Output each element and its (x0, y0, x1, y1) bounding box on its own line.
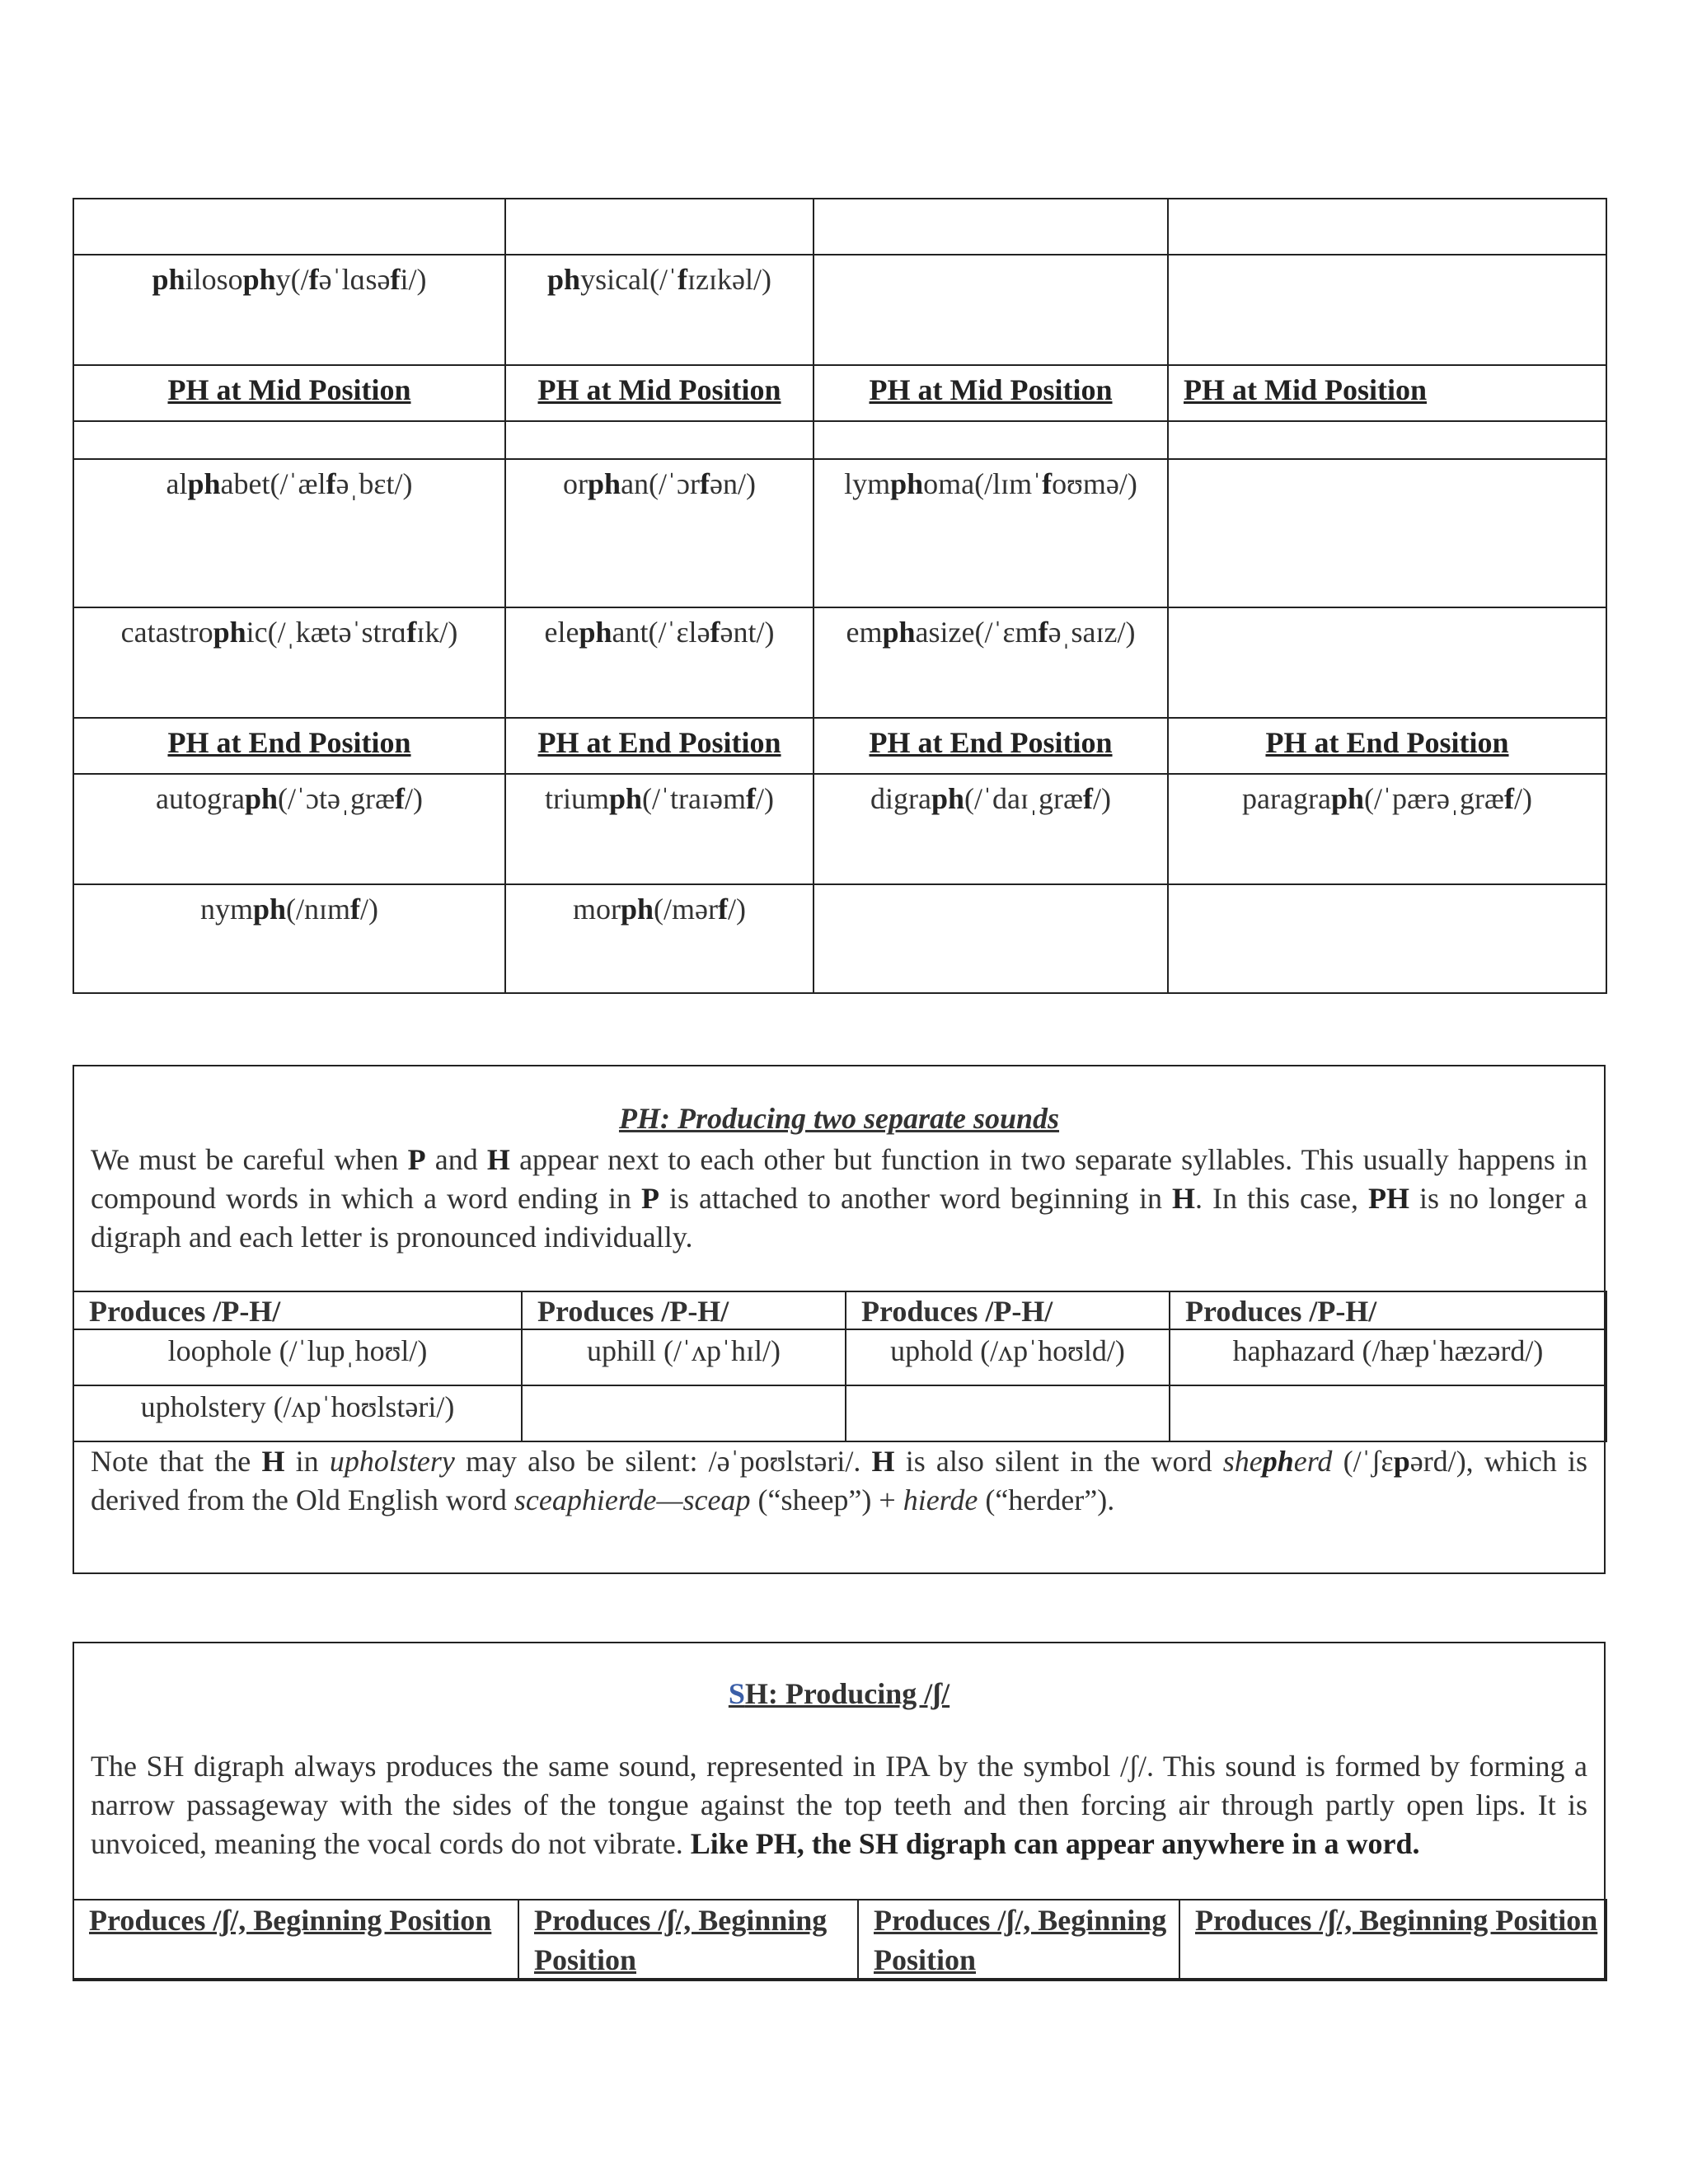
table-row (73, 884, 1606, 993)
emphasized-text: f (1503, 782, 1514, 815)
table-cell (1168, 459, 1606, 607)
text-run: abet(/ˈæl (220, 467, 326, 500)
produces-sh-header: Produces /ʃ/, Beginning Position (518, 1900, 858, 1980)
word-entry: uphill (/ˈʌpˈhɪl/) (522, 1329, 846, 1385)
emphasized-text: f (718, 893, 728, 926)
ph-position-table (73, 198, 1607, 994)
text-run: is also silent in the word (894, 1445, 1223, 1478)
word-entry: loophole (/ˈlupˌhoʊl/) (73, 1329, 522, 1385)
emphasized-text: hierde (903, 1483, 978, 1516)
end-position-header: PH at End Position (1168, 718, 1606, 774)
title-rest: H: Producing /ʃ/ (744, 1677, 950, 1710)
note-paragraph (91, 1442, 1587, 1520)
word-entry: upholstery (/ʌpˈhoʊlstəri/) (73, 1385, 522, 1441)
mid-position-header: PH at Mid Position (505, 365, 814, 421)
table-cell (814, 607, 1168, 718)
title-first-letter: S (728, 1677, 745, 1710)
emphasized-text: ph (579, 616, 612, 649)
text-run: /) (404, 782, 423, 815)
produces-ph-header: Produces /P-H/ (1170, 1291, 1606, 1329)
emphasized-text: f (1042, 467, 1053, 500)
word-entry (506, 775, 813, 816)
text-run: (/ˈɔtəˌgræ (278, 782, 395, 815)
emphasized-text: f (1038, 616, 1048, 649)
emphasized-text: PH (1367, 1182, 1409, 1215)
table-cell (814, 255, 1168, 365)
produces-ph-header: Produces /P-H/ (846, 1291, 1170, 1329)
emphasized-text: f (1082, 782, 1093, 815)
text-run: (/ˈpærəˌgræ (1364, 782, 1504, 815)
text-run: ərd/), which is derived from the Old English word (91, 1445, 1588, 1516)
end-position-header: PH at End Position (505, 718, 814, 774)
emphasized-text: ph (242, 263, 276, 296)
text-run: /) (728, 893, 746, 926)
text-run: digra (870, 782, 931, 815)
text-run: is no longer a digraph and each letter is pronounced individually. (91, 1182, 1587, 1254)
emphasized-text: ph (882, 616, 916, 649)
emphasized-text: ph (1330, 782, 1364, 815)
text-run: . In this case, (1194, 1182, 1368, 1215)
word-entry (74, 608, 504, 649)
text-run: (/ˈdaɪˌgræ (964, 782, 1083, 815)
text-run: ic(/ˌkætəˈstrɑ (246, 616, 407, 649)
text-run: may also be silent: /əˈpoʊlstəri/. (454, 1445, 872, 1478)
emphasized-text: ph (152, 263, 185, 296)
table-cell (73, 607, 505, 718)
table-cell (505, 774, 814, 884)
emphasized-text: ph (547, 263, 581, 296)
emphasized-text: ph (620, 893, 654, 926)
text-run: nym (199, 893, 253, 926)
table-row (73, 459, 1606, 607)
ph-separate-sounds-table (73, 1291, 1607, 1442)
word-entry (74, 885, 504, 926)
table-cell (1168, 421, 1606, 459)
table-cell (505, 421, 814, 459)
table-cell (505, 199, 814, 255)
emphasized-text: f (308, 263, 319, 296)
text-run: (/mər (654, 893, 718, 926)
text-run: ən/) (710, 467, 756, 500)
emphasized-text: H (261, 1445, 285, 1478)
table-header-row (73, 1900, 1606, 1980)
produces-sh-header: Produces /ʃ/, Beginning Position (73, 1900, 518, 1980)
emphasized-text: P (641, 1182, 660, 1215)
produces-sh-header: Produces /ʃ/, Beginning Position (858, 1900, 1179, 1980)
text-run: is attached to another word beginning in (659, 1182, 1172, 1215)
word-entry (506, 255, 813, 297)
text-run: al (166, 467, 188, 500)
word-entry (506, 885, 813, 926)
text-run: i/) (400, 263, 427, 296)
emphasized-text: ph (890, 467, 924, 500)
table-row (73, 1329, 1606, 1385)
table-cell (73, 199, 505, 255)
text-run: ysical(/ˈ (580, 263, 678, 296)
table-cell (73, 884, 505, 993)
table-header-row (73, 1291, 1606, 1329)
word-entry (1169, 460, 1606, 466)
text-run: Note that the (91, 1445, 262, 1478)
table-cell (814, 421, 1168, 459)
word-entry (522, 1385, 846, 1441)
table-row (73, 255, 1606, 365)
emphasized-text: f (326, 467, 336, 500)
end-position-header: PH at End Position (814, 718, 1168, 774)
text-run: /) (755, 782, 774, 815)
table-cell (1168, 255, 1606, 365)
text-run: oʊmə/) (1052, 467, 1137, 500)
text-run: ɪzɪkəl/) (687, 263, 771, 296)
text-run: asize(/ˈɛm (915, 616, 1039, 649)
table-cell (1168, 199, 1606, 255)
table-row (73, 421, 1606, 459)
word-entry (74, 255, 504, 297)
text-run: /) (1092, 782, 1111, 815)
table-cell (73, 459, 505, 607)
text-run: paragra (1242, 782, 1331, 815)
emphasized-text: ph (1262, 1445, 1294, 1478)
text-run: or (563, 467, 588, 500)
emphasized-text: ph (609, 782, 643, 815)
emphasized-text: ph (244, 782, 279, 815)
sh-section (73, 1642, 1606, 1980)
emphasized-text: f (745, 782, 756, 815)
emphasized-text: ph (252, 893, 287, 926)
emphasized-text: Like PH, the SH digraph can appear anywhere in a word. (690, 1827, 1420, 1860)
table-row (73, 1385, 1606, 1441)
mid-position-header: PH at Mid Position (814, 365, 1168, 421)
produces-ph-header: Produces /P-H/ (522, 1291, 846, 1329)
mid-position-header: PH at Mid Position (1168, 365, 1606, 421)
table-cell (1168, 884, 1606, 993)
text-run: autogra (156, 782, 245, 815)
word-entry (506, 608, 813, 649)
emphasized-text: ph (931, 782, 965, 815)
text-run: (/nɪm (286, 893, 351, 926)
table-cell (814, 199, 1168, 255)
emphasized-text: she (1222, 1445, 1263, 1478)
table-cell (1168, 607, 1606, 718)
table-cell (505, 607, 814, 718)
emphasized-text: f (394, 782, 405, 815)
text-run: əˌbɛt/) (335, 467, 413, 500)
text-run: trium (545, 782, 609, 815)
word-entry (74, 460, 504, 501)
text-run: (“sheep”) + (750, 1483, 903, 1516)
text-run: em (846, 616, 883, 649)
emphasized-text: ph (213, 616, 246, 649)
text-run: (/ˈʃɛ (1332, 1445, 1394, 1478)
text-run: ant(/ˈɛlə (612, 616, 710, 649)
text-run: (“herder”). (978, 1483, 1115, 1516)
table-cell (814, 884, 1168, 993)
text-run: lym (844, 467, 891, 500)
mid-position-header: PH at Mid Position (73, 365, 505, 421)
word-entry: uphold (/ʌpˈhoʊld/) (846, 1329, 1170, 1385)
text-run: an(/ˈɔr (621, 467, 700, 500)
text-run: /) (360, 893, 379, 926)
section-title: PH: Producing two separate sounds (618, 1102, 1060, 1135)
word-entry (814, 460, 1167, 501)
table-row (73, 774, 1606, 884)
text-run: The SH digraph always produces the same sound, represented in IPA by the symbol /ʃ/. This sound is formed by forming a narrow passageway with the sides of the tongue against the top teeth and then forcing air through partly open lips. It is unvoiced, meaning the vocal cords do not vibrate. (91, 1750, 1587, 1860)
table-header-row (73, 365, 1606, 421)
text-run: ele (544, 616, 579, 649)
word-entry: haphazard (/hæpˈhæzərd/) (1170, 1329, 1606, 1385)
emphasized-text: ph (187, 467, 221, 500)
table-cell (814, 459, 1168, 607)
text-run: mor (572, 893, 621, 926)
section-paragraph (91, 1747, 1587, 1863)
word-entry (1169, 775, 1606, 816)
emphasized-text: f (390, 263, 401, 296)
ph-two-sounds-section (73, 1065, 1606, 1574)
table-header-row (73, 718, 1606, 774)
text-run: oma(/lɪmˈ (923, 467, 1043, 500)
word-entry (814, 255, 1167, 262)
table-cell (505, 255, 814, 365)
text-run: ɪk/) (416, 616, 458, 649)
table-cell (505, 459, 814, 607)
table-cell (1168, 774, 1606, 884)
table-cell (73, 774, 505, 884)
text-run: We must be careful when (91, 1143, 408, 1176)
emphasized-text: P (407, 1143, 426, 1176)
text-run: in (284, 1445, 330, 1478)
text-run: iloso (185, 263, 243, 296)
emphasized-text: f (350, 893, 361, 926)
table-row (73, 607, 1606, 718)
table-row (73, 199, 1606, 255)
word-entry (846, 1385, 1170, 1441)
emphasized-text: H (1171, 1182, 1195, 1215)
text-run: əˌsaɪz/) (1048, 616, 1136, 649)
word-entry (814, 608, 1167, 649)
emphasized-text: f (700, 467, 710, 500)
emphasized-text: H (871, 1445, 895, 1478)
section-title (74, 1676, 1604, 1711)
emphasized-text: upholstery (329, 1445, 455, 1478)
emphasized-text: ph (588, 467, 621, 500)
emphasized-text: erd (1293, 1445, 1333, 1478)
emphasized-text: f (678, 263, 688, 296)
produces-ph-header: Produces /P-H/ (73, 1291, 522, 1329)
sh-beginning-table (73, 1899, 1607, 1981)
table-cell (505, 884, 814, 993)
word-entry (1169, 608, 1606, 615)
end-position-header: PH at End Position (73, 718, 505, 774)
text-run: /) (1513, 782, 1532, 815)
word-entry (506, 460, 813, 501)
table-cell (73, 421, 505, 459)
text-run: əˈlɑsə (318, 263, 391, 296)
emphasized-text: H (486, 1143, 510, 1176)
word-entry (1170, 1385, 1606, 1441)
word-entry (74, 775, 504, 816)
word-entry (814, 885, 1167, 892)
emphasized-text: f (710, 616, 720, 649)
text-run: catastro (120, 616, 213, 649)
word-entry (1169, 255, 1606, 262)
text-run: y(/ (275, 263, 309, 296)
text-run: and (425, 1143, 487, 1176)
word-entry (1169, 885, 1606, 892)
text-run: (/ˈtraɪəm (642, 782, 746, 815)
emphasized-text: sceaphierde—sceap (513, 1483, 751, 1516)
emphasized-text: f (406, 616, 417, 649)
table-cell (814, 774, 1168, 884)
word-entry (814, 775, 1167, 816)
emphasized-text: p (1393, 1445, 1410, 1478)
table-cell (73, 255, 505, 365)
produces-sh-header: Produces /ʃ/, Beginning Position (1179, 1900, 1606, 1980)
text-run: appear next to each other but function in two separate syllables. This usually happens in compound words in which a word ending in (91, 1143, 1587, 1215)
text-run: ənt/) (720, 616, 775, 649)
section-paragraph (91, 1141, 1587, 1257)
